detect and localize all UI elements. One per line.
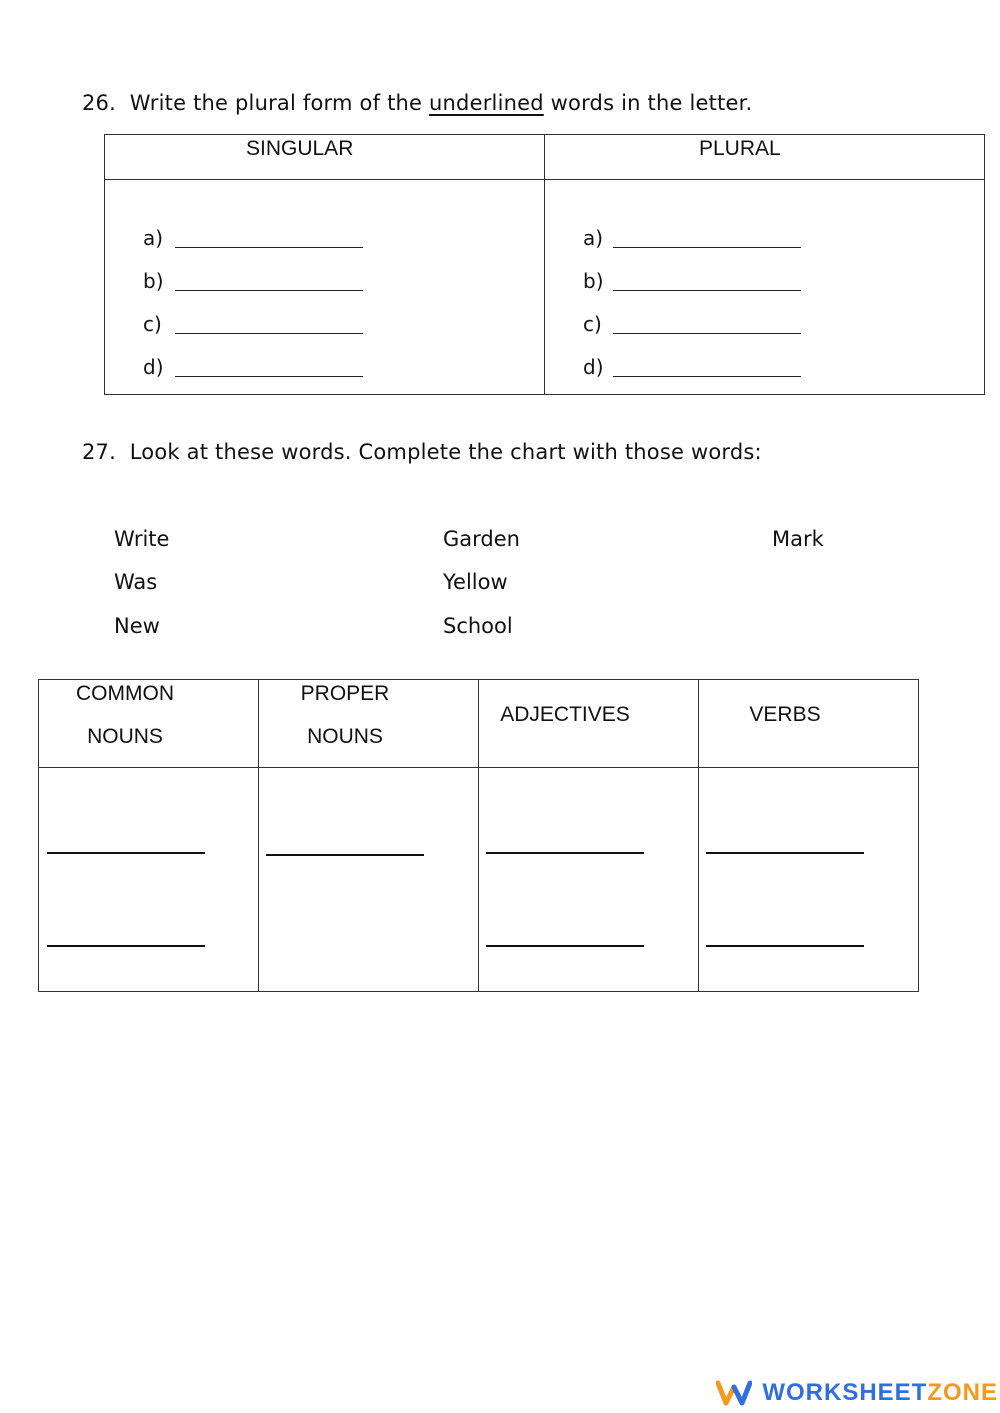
- verbs-blank-1[interactable]: [706, 852, 864, 854]
- verbs-header: VERBS: [749, 703, 821, 726]
- common-nouns-blank-1[interactable]: [47, 852, 205, 854]
- question-number: 27.: [82, 440, 116, 464]
- question-number: 26.: [82, 91, 116, 115]
- singular-blank-c[interactable]: [175, 333, 363, 334]
- plural-header: PLURAL: [699, 137, 781, 160]
- word-was: Was: [114, 570, 158, 594]
- verbs-blank-2[interactable]: [706, 945, 864, 947]
- singular-item-d: d): [143, 355, 164, 379]
- header-divider: [105, 179, 984, 180]
- singular-blank-b[interactable]: [175, 290, 363, 291]
- header-divider: [39, 767, 918, 768]
- adjectives-blank-1[interactable]: [486, 852, 644, 854]
- plural-blank-a[interactable]: [613, 247, 801, 248]
- underlined-word: underlined: [429, 91, 544, 115]
- word-yellow: Yellow: [443, 570, 508, 594]
- plural-item-c: c): [583, 312, 602, 336]
- common-nouns-header-line1: COMMON: [76, 682, 174, 705]
- word-mark: Mark: [772, 527, 824, 551]
- brand-name-part1: WORKSHEET: [762, 1379, 928, 1406]
- question-text: Look at these words. Complete the chart with those words:: [129, 440, 762, 464]
- plural-item-b: b): [583, 269, 604, 293]
- singular-blank-a[interactable]: [175, 247, 363, 248]
- singular-item-b: b): [143, 269, 164, 293]
- proper-nouns-header-line2: NOUNS: [307, 725, 383, 748]
- proper-nouns-header-line1: PROPER: [300, 682, 390, 705]
- plural-item-d: d): [583, 355, 604, 379]
- question-27-title: [82, 440, 762, 464]
- plural-blank-c[interactable]: [613, 333, 801, 334]
- adjectives-header: ADJECTIVES: [500, 703, 630, 726]
- singular-item-c: c): [143, 312, 162, 336]
- word-chart-table: [38, 679, 919, 992]
- worksheetzone-logo: [716, 1379, 998, 1407]
- question-text-end: words in the letter.: [550, 91, 753, 115]
- column-divider: [544, 135, 545, 394]
- word-garden: Garden: [443, 527, 520, 551]
- adjectives-blank-2[interactable]: [486, 945, 644, 947]
- singular-blank-d[interactable]: [175, 376, 363, 377]
- word-school: School: [443, 614, 513, 638]
- question-text: Write the plural form of the: [129, 91, 423, 115]
- brand-name-part2: ZONE: [927, 1379, 998, 1406]
- common-nouns-blank-2[interactable]: [47, 945, 205, 947]
- singular-header: SINGULAR: [246, 137, 354, 160]
- w-logo-icon: [716, 1379, 752, 1407]
- word-write: Write: [114, 527, 170, 551]
- plural-blank-b[interactable]: [613, 290, 801, 291]
- question-26-title: [82, 91, 752, 115]
- common-nouns-header-line2: NOUNS: [87, 725, 163, 748]
- plural-table: [104, 134, 985, 395]
- proper-nouns-blank-1[interactable]: [266, 854, 424, 856]
- plural-blank-d[interactable]: [613, 376, 801, 377]
- plural-item-a: a): [583, 226, 604, 250]
- word-new: New: [114, 614, 160, 638]
- singular-item-a: a): [143, 226, 164, 250]
